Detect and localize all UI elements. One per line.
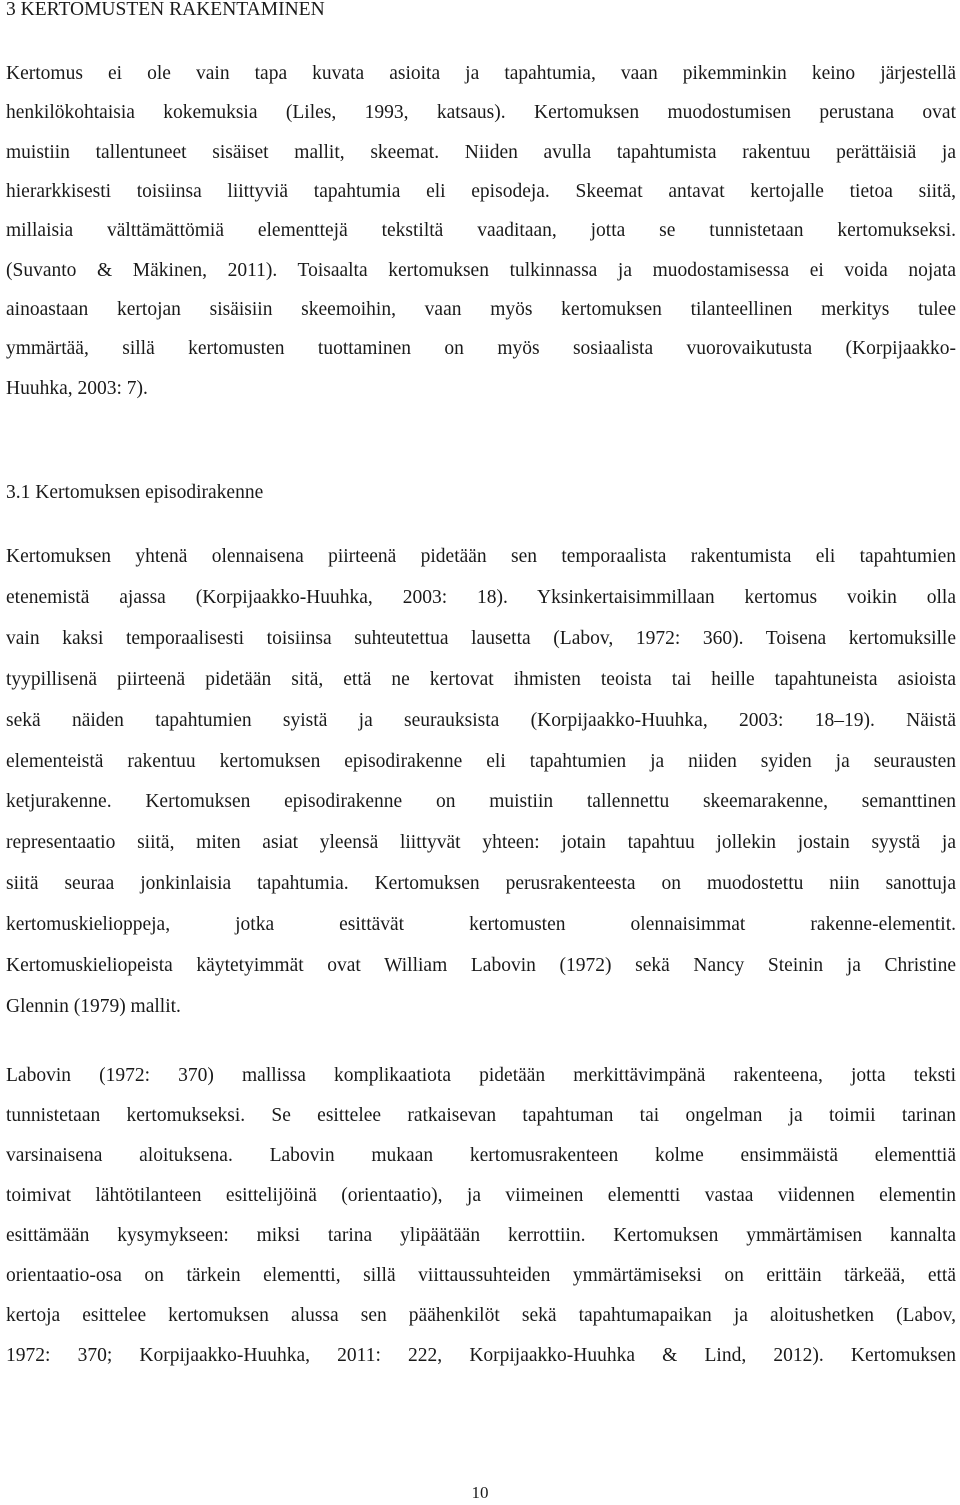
paragraph-line: toimivat lähtötilanteen esittelijöinä (orientaatio), ja viimeinen elementti vastaa viidennen elementin	[6, 1185, 956, 1206]
section-heading: 3.1 Kertomuksen episodirakenne	[6, 482, 264, 503]
paragraph-line: ainoastaan kertojan sisäisiin skeemoihin, vaan myös kertomuksen tilanteellinen merkitys tulee	[6, 299, 956, 320]
paragraph-line: sekä näiden tapahtumien syistä ja seurauksista (Korpijaakko-Huuhka, 2003: 18–19). Näistä	[6, 710, 956, 731]
paragraph-line: orientaatio-osa on tärkein elementti, sillä viittaussuhteiden ymmärtämiseksi on erittäin tärkeää, että	[6, 1265, 956, 1286]
paragraph-line: ketjurakenne. Kertomuksen episodirakenne on muistiin tallennettu skeemarakenne, semanttinen	[6, 791, 956, 812]
paragraph-line: 1972: 370; Korpijaakko-Huuhka, 2011: 222, Korpijaakko-Huuhka & Lind, 2012). Kertomuksen	[6, 1345, 956, 1366]
paragraph-line: representaatio siitä, miten asiat yleensä liittyvät yhteen: jotain tapahtuu jollekin jostain syystä ja	[6, 832, 956, 853]
paragraph-line: Huuhka, 2003: 7).	[6, 378, 148, 399]
paragraph-line: etenemistä ajassa (Korpijaakko-Huuhka, 2003: 18). Yksinkertaisimmillaan kertomus voikin olla	[6, 587, 956, 608]
paragraph-line: Glennin (1979) mallit.	[6, 996, 181, 1017]
paragraph-line: Kertomuksen yhtenä olennaisena piirteenä pidetään sen temporaalista rakentumista eli tapahtumien	[6, 546, 956, 567]
paragraph-line: siitä seuraa jonkinlaisia tapahtumia. Kertomuksen perusrakenteesta on muodostettu niin sanottuja	[6, 873, 956, 894]
paragraph-line: hierarkkisesti toisiinsa liittyviä tapahtumia eli episodeja. Skeemat antavat kertojalle tietoa siitä,	[6, 181, 956, 202]
paragraph-line: Labovin (1972: 370) mallissa komplikaatiota pidetään merkittävimpänä rakenteena, jotta teksti	[6, 1065, 956, 1086]
paragraph-line: elementeistä rakentuu kertomuksen episodirakenne eli tapahtumien ja niiden syiden ja seurausten	[6, 751, 956, 772]
paragraph-line: varsinaisena aloituksena. Labovin mukaan kertomusrakenteen kolme ensimmäistä elementtiä	[6, 1145, 956, 1166]
paragraph-line: tunnistetaan kertomukseksi. Se esittelee ratkaisevan tapahtuman tai ongelman ja toimii tarinan	[6, 1105, 956, 1126]
paragraph-line: kertoja esittelee kertomuksen alussa sen päähenkilöt sekä tapahtumapaikan ja aloitushetken (Labov,	[6, 1305, 956, 1326]
paragraph-line: (Suvanto & Mäkinen, 2011). Toisaalta kertomuksen tulkinnassa ja muodostamisessa ei voida nojata	[6, 260, 956, 281]
paragraph-line: vain kaksi temporaalisesti toisiinsa suhteutettua lausetta (Labov, 1972: 360). Toisena kertomuksille	[6, 628, 956, 649]
paragraph-line: muistiin tallentuneet sisäiset mallit, skeemat. Niiden avulla tapahtumista rakentuu perättäisiä ja	[6, 142, 956, 163]
paragraph-line: henkilökohtaisia kokemuksia (Liles, 1993, katsaus). Kertomuksen muodostumisen perustana ovat	[6, 102, 956, 123]
paragraph-line: tyypillisenä piirteenä pidetään sitä, että ne kertovat ihmisten teoista tai heille tapahtuneista asioista	[6, 669, 956, 690]
page-number: 10	[471, 1483, 489, 1502]
paragraph-line: ymmärtää, sillä kertomusten tuottaminen on myös sosiaalista vuorovaikutusta (Korpijaakko-	[6, 338, 956, 359]
paragraph-line: millaisia välttämättömiä elementtejä tekstiltä vaaditaan, jotta se tunnistetaan kertomukseksi.	[6, 220, 956, 241]
paragraph-line: Kertomus ei ole vain tapa kuvata asioita ja tapahtumia, vaan pikemminkin keino järjestellä	[6, 63, 956, 84]
paragraph-line: esittämään kysymykseen: miksi tarina ylipäätään kerrottiin. Kertomuksen ymmärtämisen kannalta	[6, 1225, 956, 1246]
chapter-heading: 3 KERTOMUSTEN RAKENTAMINEN	[6, 0, 325, 20]
paragraph-line: Kertomuskieliopeista käytetyimmät ovat William Labovin (1972) sekä Nancy Steinin ja Christine	[6, 955, 956, 976]
paragraph-line: kertomuskielioppeja, jotka esittävät kertomusten olennaisimmat rakenne-elementit.	[6, 914, 956, 935]
